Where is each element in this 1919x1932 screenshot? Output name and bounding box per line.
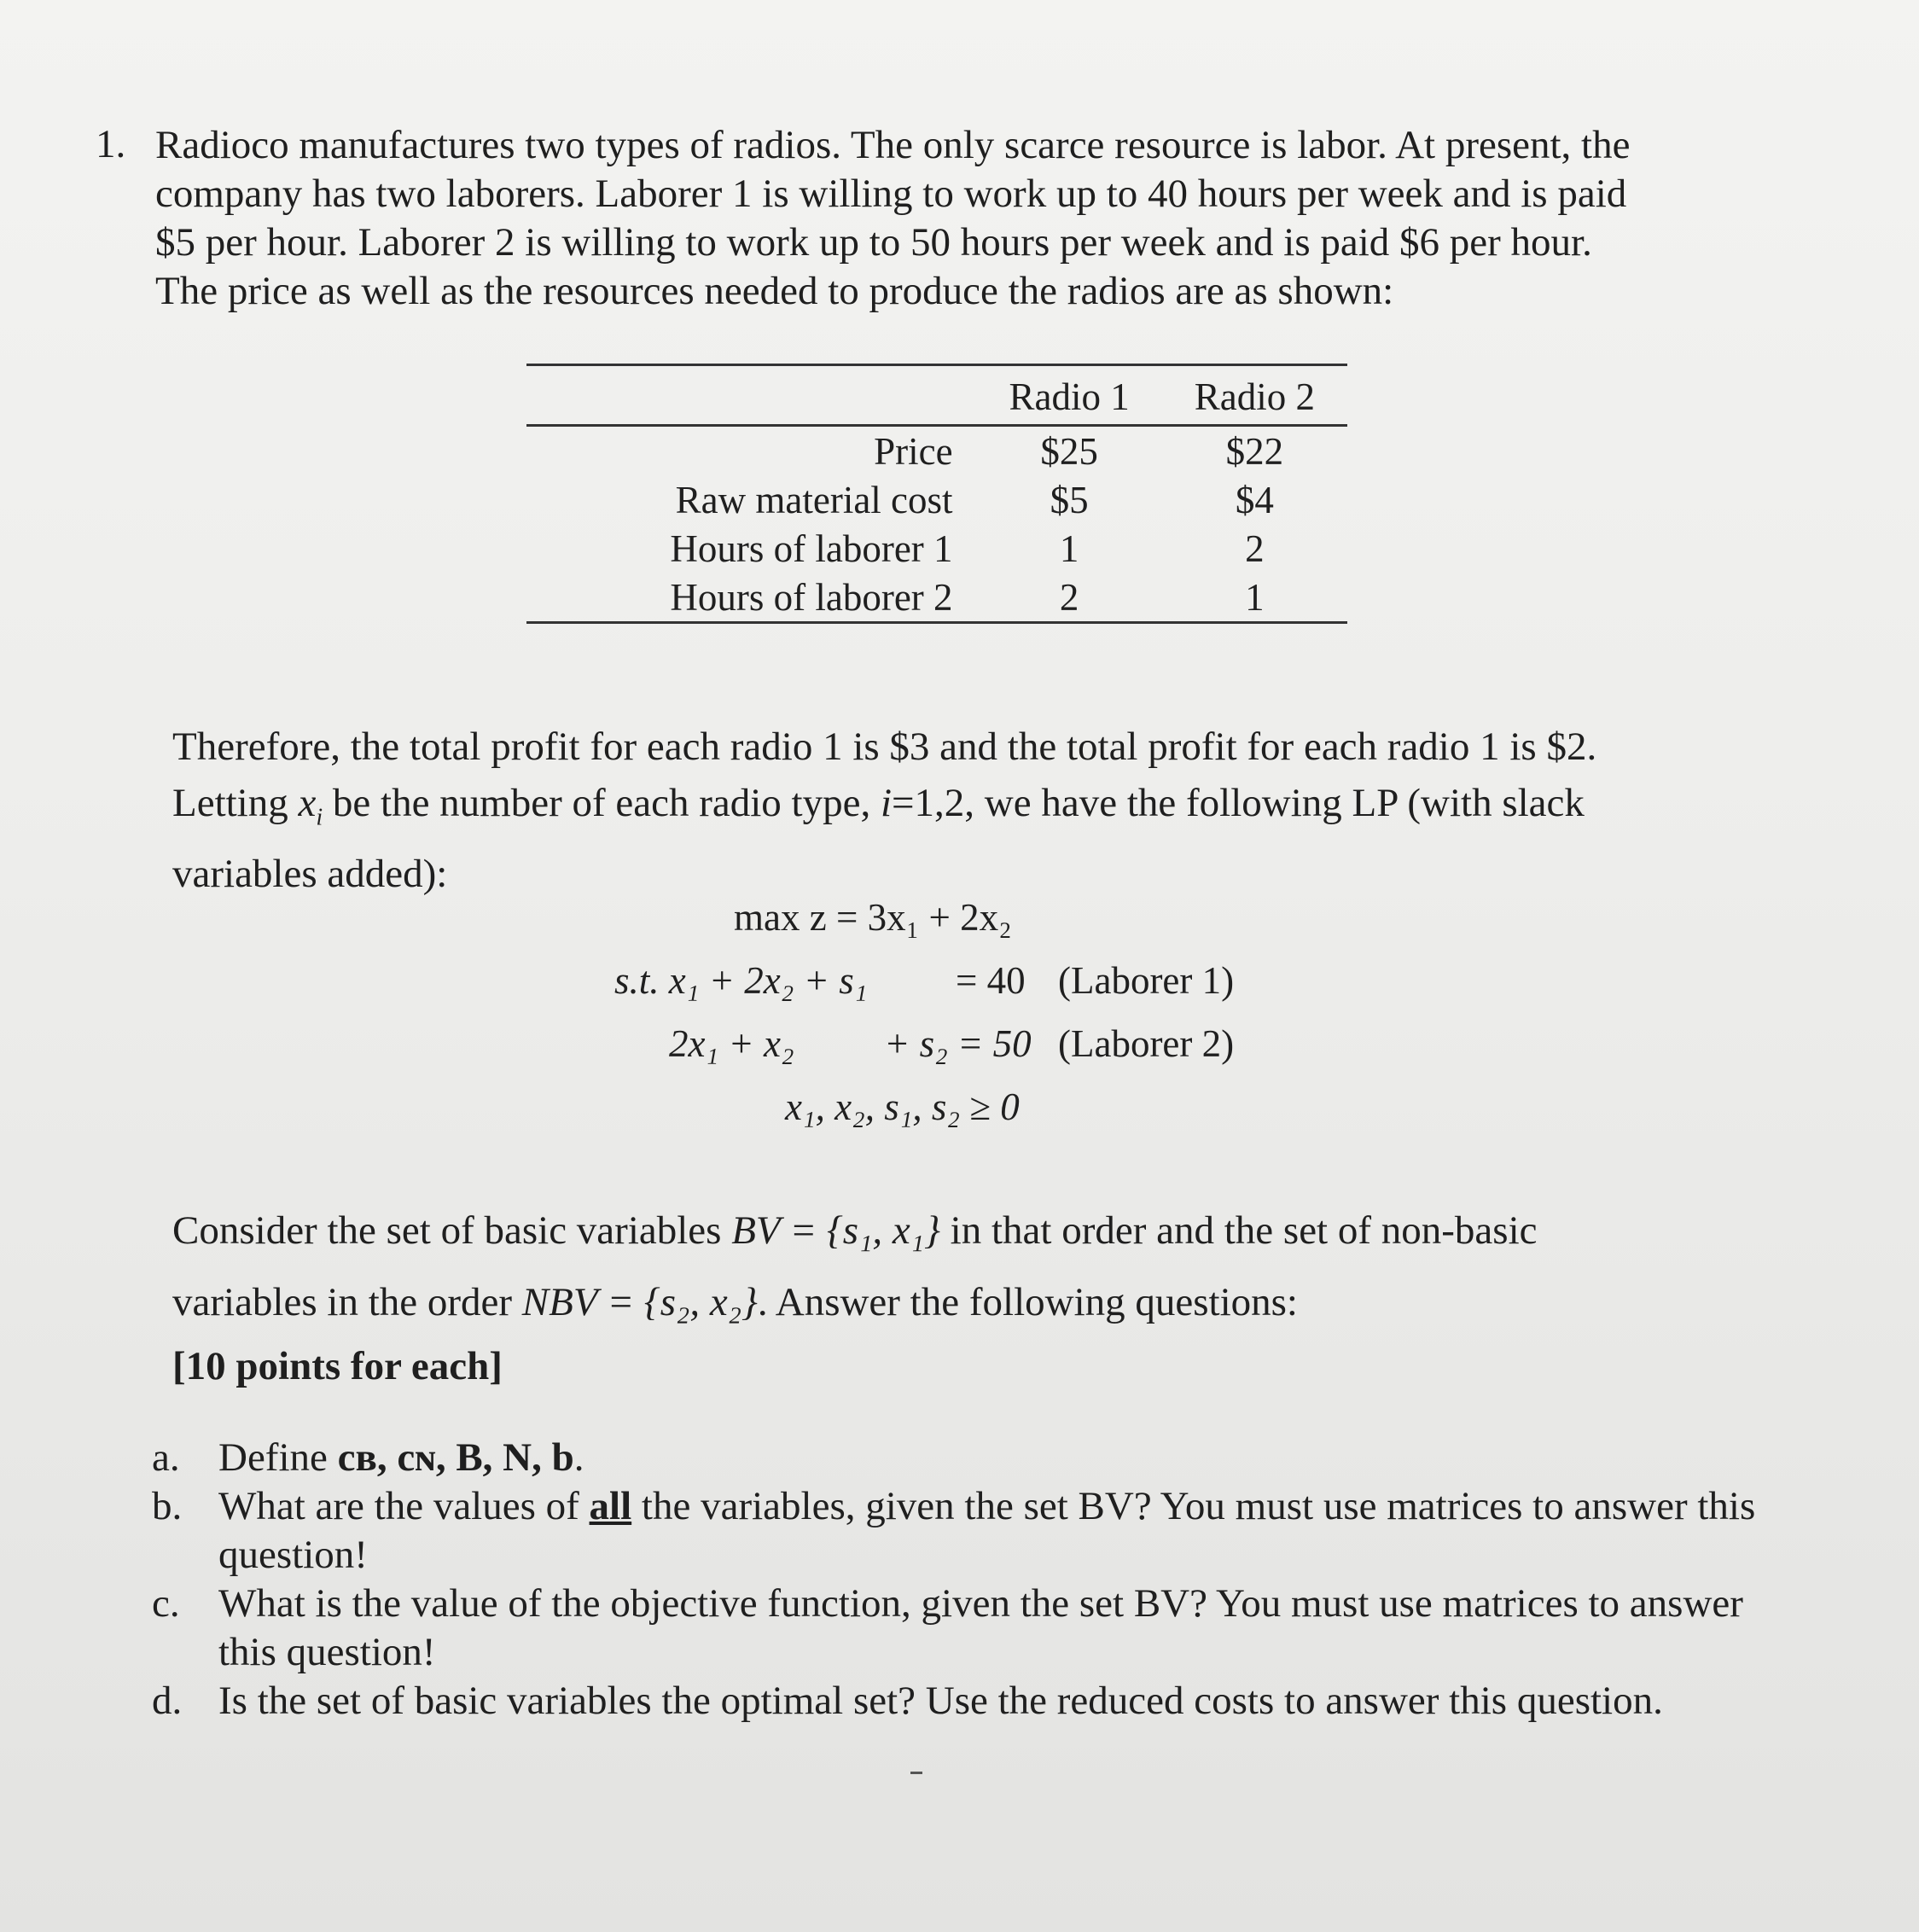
row-radio2-value: $22 — [1225, 429, 1284, 473]
part-a-post: . — [573, 1435, 584, 1480]
variable-x: x — [298, 781, 317, 825]
consider-line-1a: Consider the set of basic variables — [172, 1208, 732, 1253]
row-radio2-value: 1 — [1245, 575, 1265, 619]
table-header-blank — [526, 365, 977, 426]
row-radio1-value: 2 — [1059, 575, 1079, 619]
part-c-text: What is the value of the objective function, given the set BV? You must use matrices to answer this question! — [218, 1581, 1743, 1674]
stray-mark — [910, 1772, 922, 1774]
points-note: [10 points for each] — [172, 1344, 503, 1388]
part-label: a. — [152, 1435, 180, 1480]
row-radio2-value: 2 — [1245, 527, 1265, 570]
profit-paragraph — [172, 719, 1794, 902]
part-b-underlined: all — [589, 1484, 632, 1528]
part-a-pre: Define — [218, 1435, 338, 1480]
basic-variables-set: BV = {s₁, x₁} — [731, 1208, 940, 1253]
profit-line-1: Therefore, the total profit for each radio 1 is $3 and the total profit for each radio 1 is $2. — [172, 724, 1597, 769]
constraint-2-lhs: 2x₁ + x₂ — [669, 1022, 794, 1065]
table-row — [526, 475, 1347, 524]
list-item — [152, 1482, 1790, 1580]
consider-line-2 — [172, 1266, 1794, 1338]
profit-line-2a: Letting — [172, 781, 299, 825]
table-header-radio1: Radio 1 — [1009, 375, 1130, 418]
intro-line: Radioco manufactures two types of radios. The only scarce resource is labor. At present, the — [155, 123, 1631, 167]
variable-subscript: i — [316, 804, 323, 831]
table-header-radio2: Radio 2 — [1194, 375, 1315, 418]
constraint-1-note: (Laborer 1) — [1058, 959, 1235, 1002]
consider-line-2b: . Answer the following questions: — [757, 1280, 1298, 1324]
part-label: c. — [152, 1581, 180, 1626]
part-d-text: Is the set of basic variables the optimal set? Use the reduced costs to answer this question. — [218, 1679, 1663, 1723]
table-header-row — [526, 365, 1347, 426]
radio-table — [526, 364, 1347, 624]
row-label: Raw material cost — [675, 478, 953, 521]
profit-line-2b: be the number of each radio type, — [323, 781, 881, 825]
question-intro — [155, 121, 1794, 316]
constraint-1-lhs: s.t. x₁ + 2x₂ + s₁ — [614, 959, 868, 1002]
intro-line: $5 per hour. Laborer 2 is willing to work up to 50 hours per week and is paid $6 per hour. — [155, 220, 1592, 265]
consider-line-1 — [172, 1195, 1794, 1266]
row-label: Hours of laborer 2 — [670, 575, 953, 619]
table-row — [526, 573, 1347, 623]
intro-line: company has two laborers. Laborer 1 is willing to work up to 40 hours per week and is paid — [155, 172, 1627, 216]
part-b-pre: What are the values of — [218, 1484, 590, 1528]
row-label: Price — [874, 429, 953, 473]
consider-paragraph — [172, 1195, 1794, 1394]
row-radio2-value: $4 — [1235, 478, 1274, 521]
profit-line-3: variables added): — [172, 852, 448, 897]
row-radio1-value: $25 — [1040, 429, 1098, 473]
nonbasic-variables-set: NBV = {s₂, x₂} — [521, 1280, 758, 1324]
intro-line: The price as well as the resources needed to produce the radios are as shown: — [155, 269, 1394, 313]
list-item — [152, 1677, 1790, 1725]
list-item — [152, 1434, 1790, 1482]
row-radio1-value: $5 — [1050, 478, 1089, 521]
table-row — [526, 524, 1347, 573]
list-item — [152, 1580, 1790, 1677]
constraint-1-rhs: = 40 — [956, 959, 1026, 1002]
constraint-2-note: (Laborer 2) — [1058, 1022, 1235, 1065]
constraint-2-slack: + s₂ = 50 — [884, 1022, 1032, 1065]
row-radio1-value: 1 — [1059, 527, 1079, 570]
part-a-terms: cʙ, cɴ, B, N, b — [337, 1435, 574, 1480]
consider-line-1b: in that order and the set of non-basic — [939, 1208, 1538, 1253]
profit-line-2c: =1,2, we have the following LP (with slack — [892, 781, 1585, 825]
sub-questions — [152, 1434, 1790, 1725]
nonnegativity-constraint: x₁, x₂, s₁, s₂ ≥ 0 — [785, 1085, 1020, 1128]
consider-line-2a: variables in the order — [172, 1280, 522, 1324]
lp-objective: max z = 3x₁ + 2x₂ — [734, 896, 1012, 939]
part-label: d. — [152, 1679, 183, 1723]
part-label: b. — [152, 1484, 183, 1528]
variable-i: i — [880, 781, 893, 825]
table-row — [526, 426, 1347, 476]
question-number: 1. — [96, 122, 126, 166]
profit-line-2 — [172, 775, 1794, 846]
row-label: Hours of laborer 1 — [670, 527, 953, 570]
part-b-post: the variables, given the set BV? You must use matrices to answer this question! — [218, 1484, 1756, 1577]
